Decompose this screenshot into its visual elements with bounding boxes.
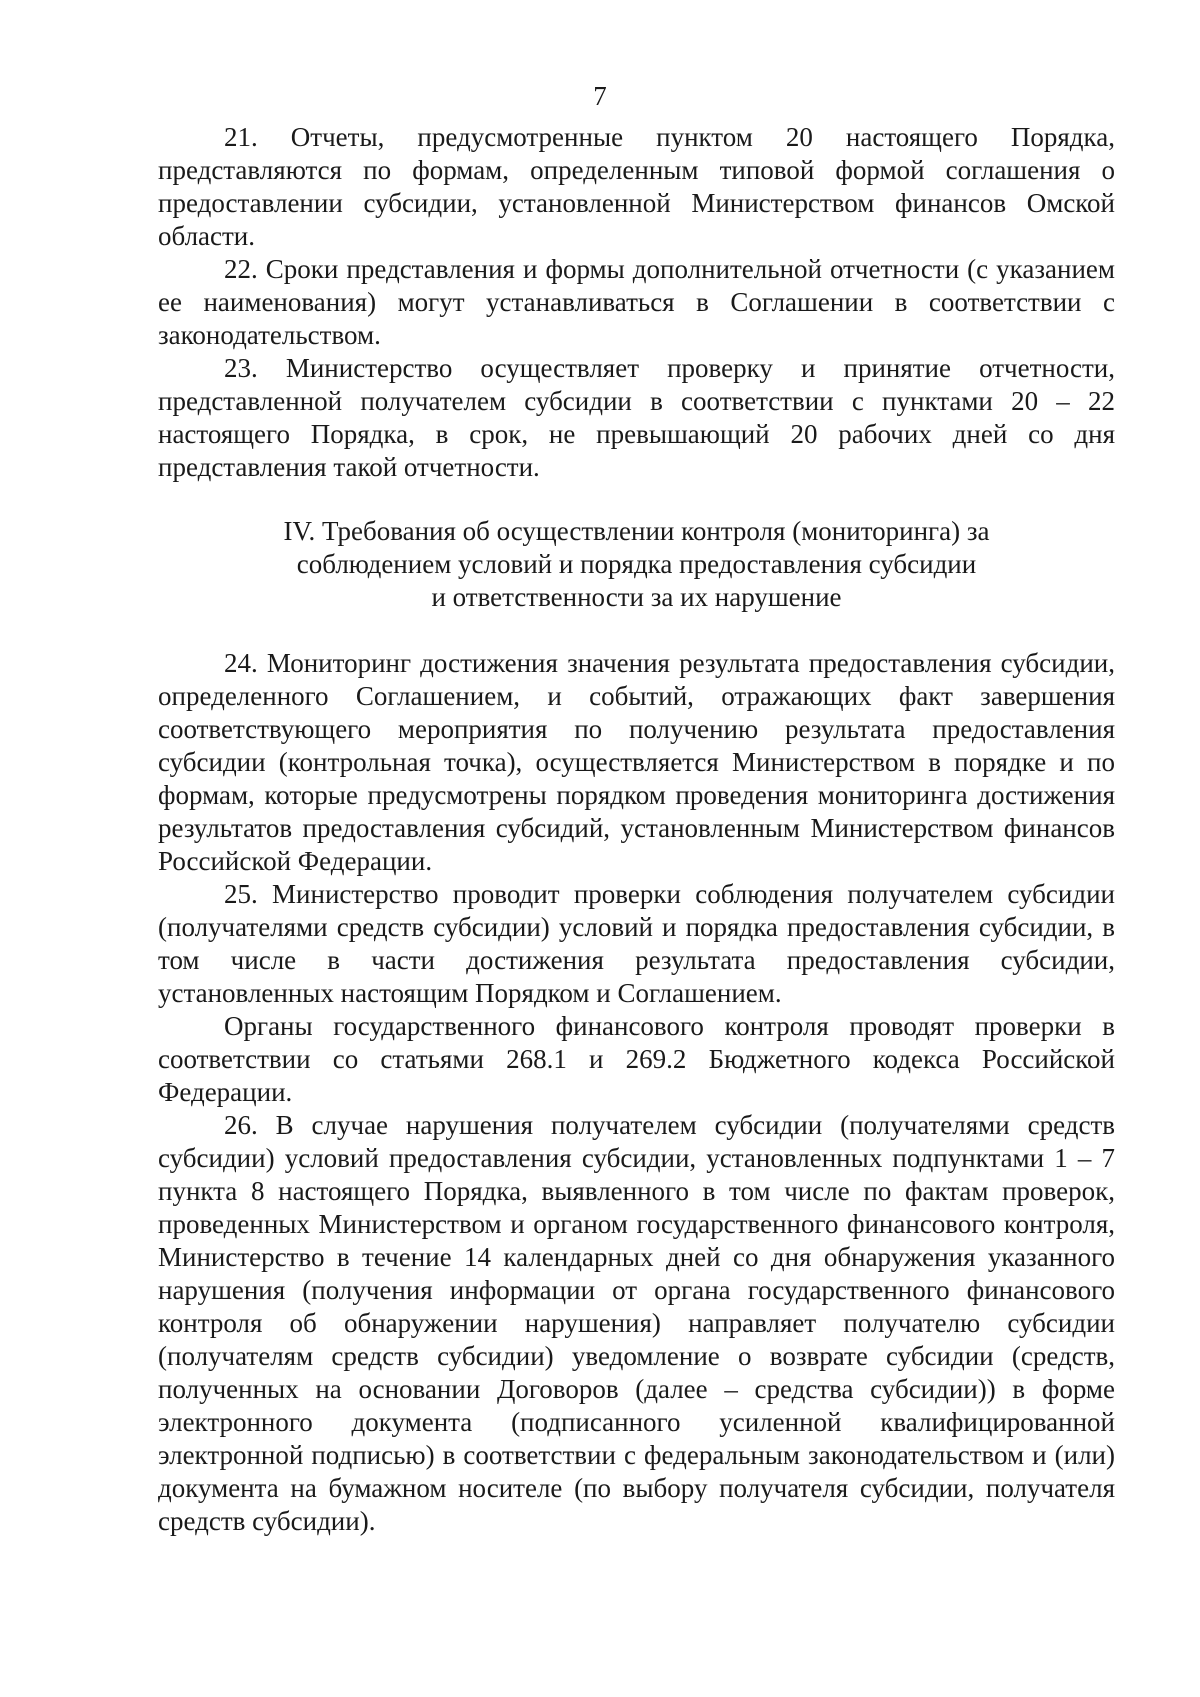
paragraph-25-continuation: Органы государственного финансового контроля проводят проверки в соответствии со статьями 268.1 и 269.2 Бюджетного кодекса Российской Федерации. [158,1011,1115,1107]
document-body [158,121,1115,1538]
paragraph-26: 26. В случае нарушения получателем субсидии (получателями средств субсидии) условий предоставления субсидии, установленных подпунктами 1 – 7 пункта 8 настоящего Порядка, выявленного в том числе по фактам проверок, проведенных Министерством и органом государственного финансового контроля, Министерство в течение 14 календарных дней со дня обнаружения указанного нарушения (получения информации от органа государственного финансового контроля об обнаружении нарушения) направляет получателю субсидии (получателям средств субсидии) уведомление о возврате субсидии (средств, полученных на основании Договоров (далее – средства субсидии)) в форме электронного документа (подписанного усиленной квалифицированной электронной подписью) в соответствии с федеральным законодательством и (или) документа на бумажном носителе (по выбору получателя субсидии, получателя средств субсидии). [158,1110,1115,1536]
paragraph-21: 21. Отчеты, предусмотренные пунктом 20 настоящего Порядка, представляются по формам, определенным типовой формой соглашения о предоставлении субсидии, установленной Министерством финансов Омской области. [158,122,1115,251]
section-heading-line-2: соблюдением условий и порядка предоставления субсидии [296,549,977,579]
page-number: 7 [593,81,607,111]
paragraph-23: 23. Министерство осуществляет проверку и принятие отчетности, представленной получателем субсидии в соответствии с пунктами 20 – 22 настоящего Порядка, в срок, не превышающий 20 рабочих дней со дня представления такой отчетности. [158,353,1115,482]
paragraph-22: 22. Сроки представления и формы дополнительной отчетности (с указанием ее наименования) могут устанавливаться в Соглашении в соответствии с законодательством. [158,254,1115,350]
paragraph-25: 25. Министерство проводит проверки соблюдения получателем субсидии (получателями средств субсидии) условий и порядка предоставления субсидии, в том числе в части достижения результата предоставления субсидии, установленных настоящим Порядком и Соглашением. [158,879,1115,1008]
section-heading-line-3: и ответственности за их нарушение [431,582,842,612]
paragraph-24: 24. Мониторинг достижения значения результата предоставления субсидии, определенного Соглашением, и событий, отражающих факт завершения соответствующего мероприятия по получению результата предоставления субсидии (контрольная точка), осуществляется Министерством в порядке и по формам, которые предусмотрены порядком проведения мониторинга достижения результатов предоставления субсидий, установленным Министерством финансов Российской Федерации. [158,648,1115,876]
section-heading-line-1: IV. Требования об осуществлении контроля (мониторинга) за [283,516,990,546]
section-heading-iv [158,515,1115,614]
